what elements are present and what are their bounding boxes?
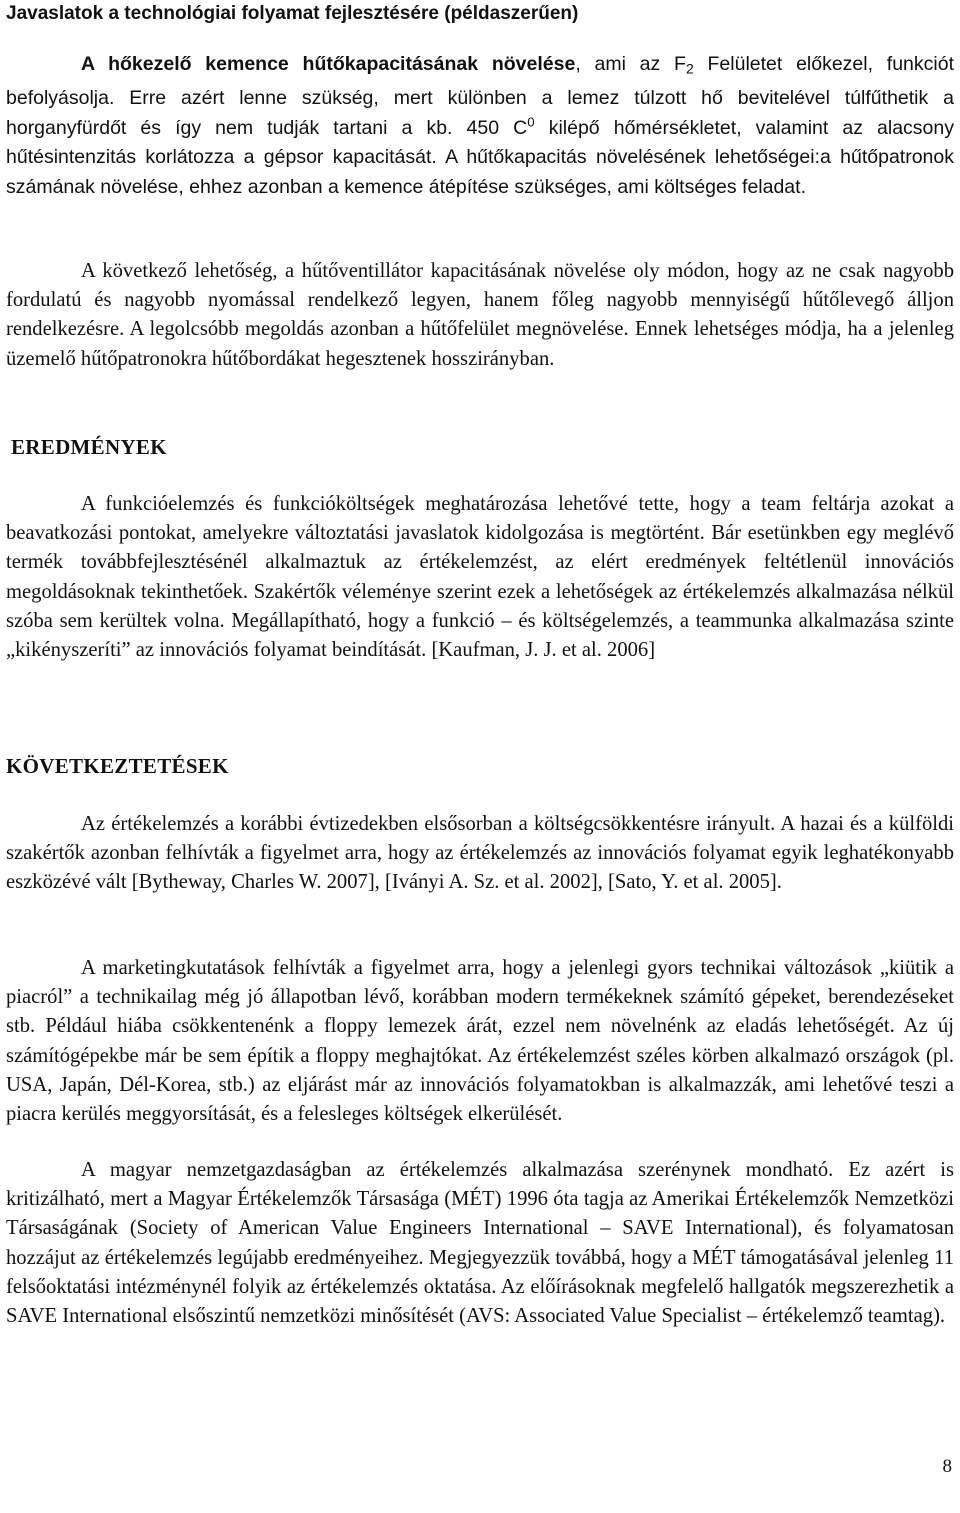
paragraph-kemence-text-3: kilépő hőmérsékletet, valamint az alacsony hűtésintenzitás korlátozza a gépsor kapacitását. A hűtőkapacitás növelésének lehetőségei:a hűtőpatronok számának növelése, ehhez azonban a kemence átépítése szükséges, ami költséges feladat. [6, 116, 954, 198]
heading-eredmenyek: EREDMÉNYEK [11, 435, 167, 459]
paragraph-ertekelemzes [6, 810, 954, 898]
paragraph-ertekelemzes-text: Az értékelemzés a korábbi évtizedekben elsősorban a költségcsökkentésre irányult. A hazai és a külföldi szakértők azonban felhívták a figyelmet arra, hogy az értékelemzés az innovációs folyamat egyik leghatékonyabb eszközévé vált [Bytheway, Charles W. 2007], [Iványi A. Sz. et al. 2002], [Sato, Y. et al. 2005]. [6, 813, 954, 894]
subscript-2: 2 [685, 60, 694, 77]
paragraph-marketing [6, 954, 954, 1129]
paragraph-kemence-text-2: Felületet előkezel, funkciót befolyásolja. Erre azért lenne szükség, mert különben a lemez túlzott hő bevitelével túlfűthetik a horganyfürdőt és így nem tudják tartani a kb. 450 C [6, 53, 954, 139]
paragraph-eredmenyek-text: A funkcióelemzés és funkcióköltségek meghatározása lehetővé tette, hogy a team feltárja azokat a beavatkozási pontokat, amelyekre változtatási javaslatok kidolgozása is megtörtént. Bár esetünkben egy meglévő termék továbbfejlesztésénél alkalmaztuk az értékelemzést, az elért eredmények feltétlenül innovációs megoldásoknak tekinthetőek. Szakértők véleménye szerint ezek a lehetőségek az értékelemzés alkalmazása nélkül szóba sem kerültek volna. Megállapítható, hogy a funkció – és költségelemzés, a teammunka alkalmazása szinte „kikényszeríti” az innovációs folyamat beindítását. [Kaufman, J. J. et al. 2006] [6, 493, 954, 662]
paragraph-ventillator-text: A következő lehetőség, a hűtőventillátor kapacitásának növelése oly módon, hogy az ne csak nagyobb fordulatú és nagyobb nyomással rendelkező legyen, hanem főleg nagyobb mennyiségű hűtőlevegő álljon rendelkezésre. A legolcsóbb megoldás azonban a hűtőfelület megnövelése. Ennek lehetséges módja, ha a jelenleg üzemelő hűtőpatronokra hűtőbordákat hegesztenek hosszirányban. [6, 260, 954, 370]
paragraph-marketing-text: A marketingkutatások felhívták a figyelmet arra, hogy a jelenlegi gyors technikai változások „kiütik a piacról” a technikailag még jó állapotban lévő, korábban modern termékeknek számító gépeket, berendezéseket stb. Például hiába csökkentenénk a floppy lemezek árát, ezzel nem növelnénk az eladás lehetőségét. Az új számítógépekbe már be sem építik a floppy meghajtókat. Az értékelemzést széles körben alkalmazó országok (pl. USA, Japán, Dél-Korea, stb.) az eljárást már az innovációs folyamatokban is alkalmazzák, ami lehetővé teszi a piacra kerülés meggyorsítását, és a felesleges költségek elkerülését. [6, 957, 954, 1126]
paragraph-nemzetgazdasag-text: A magyar nemzetgazdaságban az értékelemzés alkalmazása szerénynek mondható. Ez azért is kritizálható, mert a Magyar Értékelemzők Társasága (MÉT) 1996 óta tagja az Amerikai Értékelemzők Nemzetközi Társaságának (Society of American Value Engineers International – SAVE International), és folyamatosan hozzájut az értékelemzés legújabb eredményeihez. Megjegyezzük továbbá, hogy a MÉT támogatásával jelenleg 11 felsőoktatási intézménynél folyik az értékelemzés oktatása. Az előírásoknak megfelelő hallgatók megszerezhetik a SAVE International elsőszintű nemzetközi minősítését (AVS: Associated Value Specialist – értékelemző teamtag). [6, 1159, 954, 1328]
paragraph-nemzetgazdasag [6, 1156, 954, 1331]
page-number: 8 [942, 1456, 952, 1477]
paragraph-kemence-text-1: , ami az F [575, 53, 686, 75]
section-title: Javaslatok a technológiai folyamat fejlesztésére (példaszerűen) [6, 3, 579, 24]
superscript-0: 0 [527, 114, 535, 130]
heading-kovetkeztetesek: KÖVETKEZTETÉSEK [6, 754, 229, 778]
paragraph-kemence-bold: A hőkezelő kemence hűtőkapacitásának növelése [81, 53, 576, 75]
paragraph-ventillator [6, 257, 954, 374]
paragraph-eredmenyek [6, 490, 954, 665]
paragraph-kemence [6, 50, 954, 202]
